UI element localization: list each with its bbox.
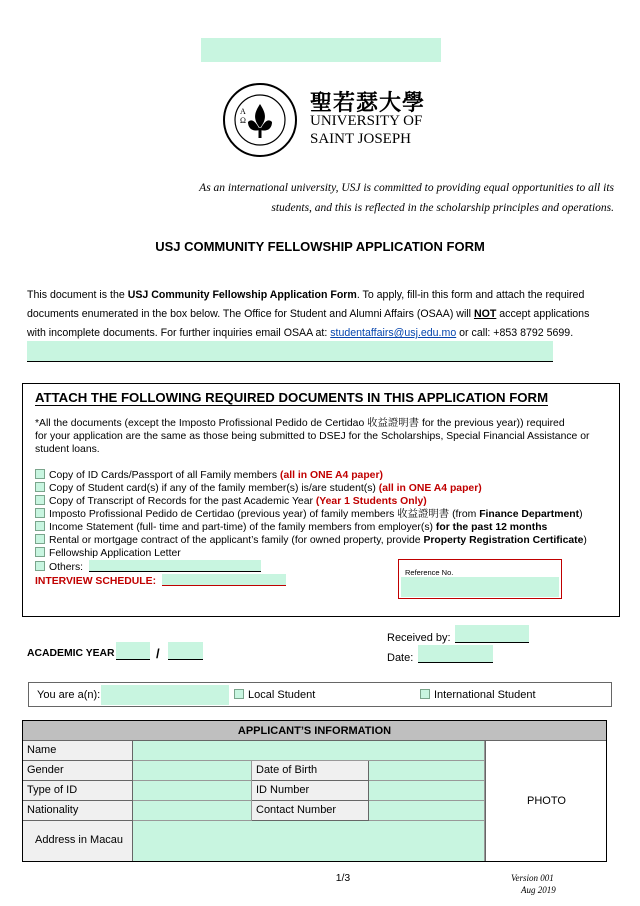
address-label: Address in Macau <box>23 821 133 861</box>
tagline-line-1: As an international university, USJ is committed to providing equal opportunities to all its <box>199 182 614 194</box>
applicant-info-table <box>22 720 607 862</box>
interview-schedule-label: INTERVIEW SCHEDULE: <box>35 576 157 587</box>
checkbox[interactable] <box>35 495 45 505</box>
received-by-label: Received by: <box>387 632 451 644</box>
logo-chinese-name: 聖若瑟大學 <box>310 90 426 116</box>
reference-number-input[interactable] <box>401 577 559 597</box>
item-emphasis: for the past 12 months <box>435 522 548 533</box>
item-text: Income Statement (full- time and part-time) of the family members from employer(s) <box>49 522 436 533</box>
international-student-checkbox[interactable] <box>420 689 430 699</box>
item-tail: ) <box>583 535 587 546</box>
intro-text: with incomplete documents. For further inquiries email OSAA at: <box>27 327 331 339</box>
interview-schedule-input[interactable] <box>162 574 286 586</box>
applicant-type-box <box>28 682 612 707</box>
item-text: Rental or mortgage contract of the applicant’s family (for owned property, provide <box>49 535 424 546</box>
academic-year-start-input[interactable] <box>116 642 150 660</box>
checkbox[interactable] <box>35 534 45 544</box>
academic-year-slash: / <box>156 646 160 661</box>
reference-box <box>398 559 562 599</box>
others-input[interactable] <box>89 560 261 572</box>
page-number: 1/3 <box>335 873 351 884</box>
checklist-item[interactable] <box>35 534 587 547</box>
logo-line-2: SAINT JOSEPH <box>310 131 411 147</box>
contact-number-input[interactable] <box>369 801 485 821</box>
intro-highlight-field[interactable] <box>27 341 553 362</box>
checkbox[interactable] <box>35 482 45 492</box>
item-text: Copy of Transcript of Records for the past Academic Year <box>49 496 316 507</box>
checkbox[interactable] <box>35 561 45 571</box>
reference-label: Reference No. <box>405 568 454 577</box>
item-text: Copy of Student card(s) if any of the family member(s) is/are student(s) <box>49 483 379 494</box>
documents-note-line: for your application are the same as those being submitted to DSEJ for the Scholarships, Special Financial Assistance or <box>35 431 590 442</box>
checklist-item[interactable] <box>35 482 587 495</box>
version-label: Version 001 <box>511 873 554 883</box>
name-label: Name <box>23 741 133 761</box>
intro-form-name: USJ Community Fellowship Application Form <box>127 289 357 301</box>
international-student-option[interactable] <box>420 689 536 701</box>
required-documents-box <box>22 383 620 617</box>
checkbox[interactable] <box>35 469 45 479</box>
applicant-info-header: APPLICANT’S INFORMATION <box>23 721 606 741</box>
intro-text: or call: +853 8792 5699. <box>456 327 574 339</box>
email-link[interactable]: studentaffairs@usj.edu.mo <box>330 327 457 339</box>
item-tail: ) <box>579 509 583 520</box>
id-type-input[interactable] <box>133 781 252 801</box>
gender-label: Gender <box>23 761 133 781</box>
local-student-option[interactable] <box>234 689 315 701</box>
local-student-checkbox[interactable] <box>234 689 244 699</box>
applicant-type-label: You are a(n): <box>37 689 101 701</box>
item-emphasis: Finance Department <box>479 509 580 520</box>
checkbox[interactable] <box>35 508 45 518</box>
documents-box-title: ATTACH THE FOLLOWING REQUIRED DOCUMENTS IN THIS APPLICATION FORM <box>35 390 549 405</box>
id-number-input[interactable] <box>369 781 485 801</box>
version-date: Aug 2019 <box>521 885 556 895</box>
intro-text: documents enumerated in the box below. The Office for Student and Alumni Affairs (OSAA) will <box>27 308 474 320</box>
id-number-label: ID Number <box>252 781 369 801</box>
dob-label: Date of Birth <box>252 761 369 781</box>
name-input[interactable] <box>133 741 485 761</box>
seal-symbol: A Ω <box>240 107 264 125</box>
academic-year-end-input[interactable] <box>168 642 203 660</box>
checklist-item[interactable] <box>35 508 587 521</box>
item-emphasis: Property Registration Certificate <box>423 535 584 546</box>
item-emphasis: (all in ONE A4 paper) <box>279 470 383 481</box>
item-text: Fellowship Application Letter <box>49 548 181 559</box>
applicant-type-input[interactable] <box>101 685 229 705</box>
university-seal <box>222 82 298 158</box>
item-text: Copy of ID Cards/Passport of all Family members <box>49 470 280 481</box>
local-student-label: Local Student <box>248 689 316 701</box>
checkbox[interactable] <box>35 547 45 557</box>
date-input[interactable] <box>418 645 493 663</box>
intro-text: This document is the <box>27 289 128 301</box>
logo-line-1: UNIVERSITY OF <box>310 113 423 129</box>
documents-note <box>35 417 589 456</box>
checklist-item[interactable] <box>35 469 587 482</box>
intro-text: accept applications <box>496 308 590 320</box>
checkbox[interactable] <box>35 521 45 531</box>
academic-year-label: ACADEMIC YEAR <box>27 648 115 659</box>
photo-label: PHOTO <box>527 795 566 807</box>
intro-text: . To apply, fill-in this form and attach the required <box>356 289 585 301</box>
tagline-line-2: students, and this is reflected in the scholarship principles and operations. <box>271 202 614 214</box>
item-text: Others: <box>49 562 84 573</box>
nationality-label: Nationality <box>23 801 133 821</box>
checklist-item[interactable] <box>35 521 587 534</box>
item-emphasis: (Year 1 Students Only) <box>315 496 427 507</box>
intro-paragraph <box>27 286 589 343</box>
top-highlight-field[interactable] <box>201 38 441 62</box>
documents-note-line: student loans. <box>35 444 100 455</box>
id-type-label: Type of ID <box>23 781 133 801</box>
item-emphasis: (all in ONE A4 paper) <box>378 483 482 494</box>
address-input[interactable] <box>133 821 485 861</box>
gender-input[interactable] <box>133 761 252 781</box>
intro-not-emphasis: NOT <box>473 308 497 320</box>
checklist-item[interactable] <box>35 495 587 508</box>
international-student-label: International Student <box>434 689 536 701</box>
dob-input[interactable] <box>369 761 485 781</box>
contact-number-label: Contact Number <box>252 801 369 821</box>
form-title: USJ COMMUNITY FELLOWSHIP APPLICATION FORM <box>155 239 485 254</box>
item-text: Imposto Profissional Pedido de Certidao (previous year) of family members 收益證明書 (from <box>49 509 480 520</box>
received-by-input[interactable] <box>455 625 529 643</box>
nationality-input[interactable] <box>133 801 252 821</box>
photo-area[interactable] <box>485 741 606 861</box>
date-label: Date: <box>387 652 414 664</box>
documents-note-line: *All the documents (except the Imposto Profissional Pedido de Certidao 收益證明書 for the previous year)) required <box>35 418 565 429</box>
